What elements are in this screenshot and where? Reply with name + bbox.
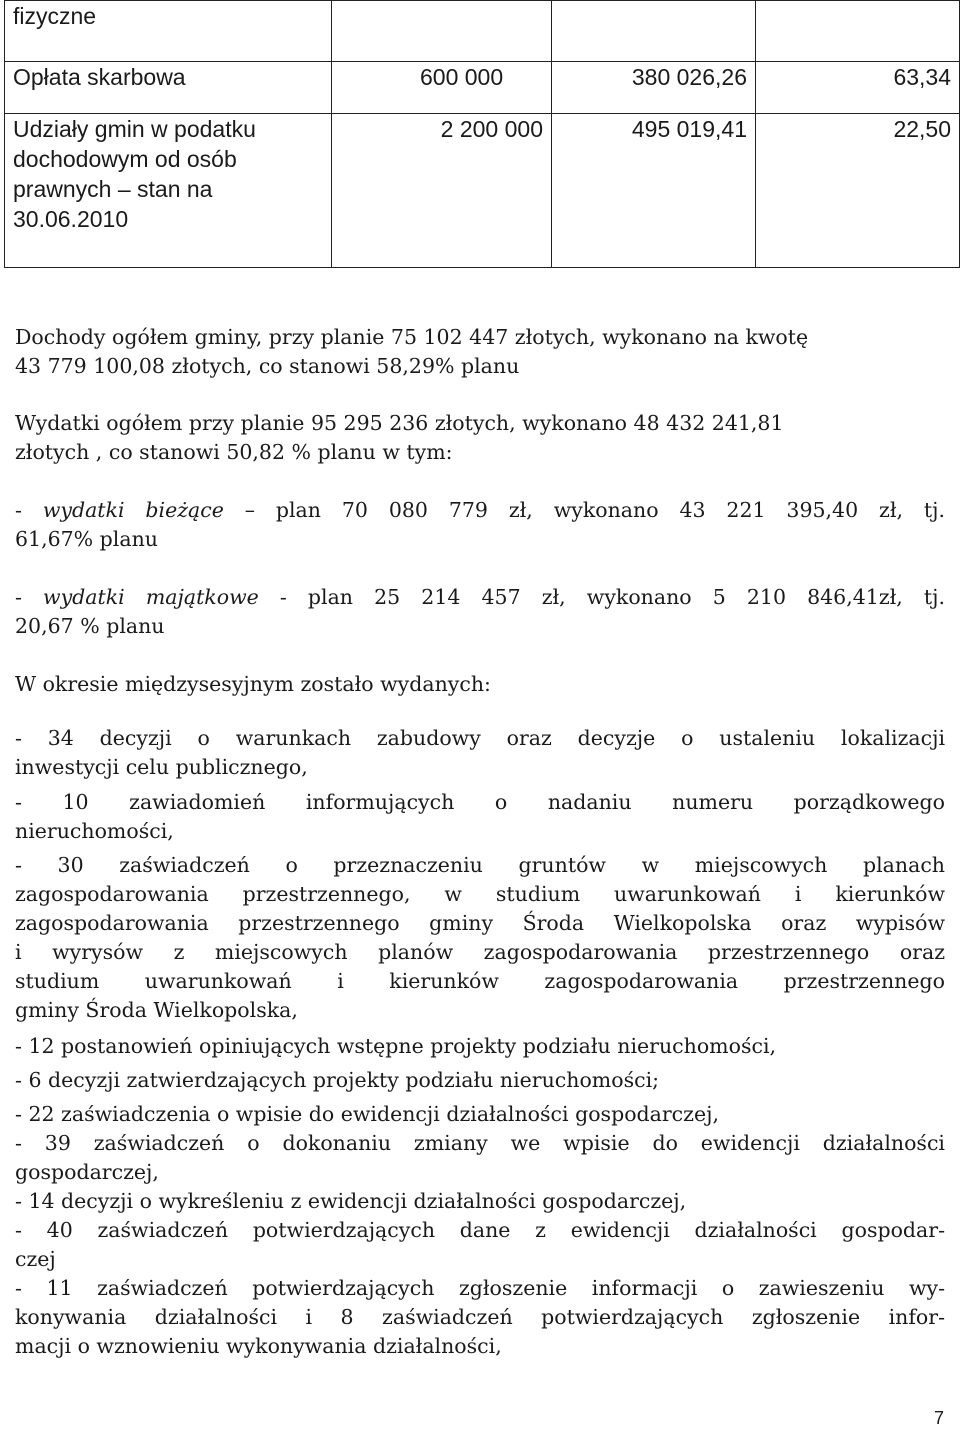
table-cell-label	[5, 114, 332, 268]
list-item	[15, 1187, 945, 1216]
table-cell-executed: 495 019,41	[552, 114, 756, 268]
list-item	[15, 788, 945, 846]
page-number: 7	[933, 1408, 944, 1428]
text-line: nieruchomości,	[15, 819, 174, 843]
table-cell-label: Opłata skarbowa	[5, 61, 332, 114]
table-row	[5, 1, 960, 62]
label-line: dochodowym od osób	[13, 146, 237, 173]
list-item	[15, 1129, 945, 1187]
text-line: 61,67% planu	[15, 527, 158, 551]
text-span: – plan 70 080 779 zł, wykonano 43 221 395,40 zł, tj.	[244, 498, 945, 522]
label-line: prawnych – stan na	[13, 176, 213, 203]
list-item	[15, 1066, 945, 1095]
table-cell-percent	[756, 1, 960, 62]
table-cell-executed	[552, 1, 756, 62]
text-line: - 30 zaświadczeń o przeznaczeniu gruntów w miejscowych planach	[15, 853, 945, 877]
text-line: zagospodarowania przestrzennego, w studium uwarunkowań i kierunków	[15, 882, 945, 906]
text-line	[15, 496, 945, 525]
text-line: gospodarczej,	[15, 1160, 159, 1184]
text-line: - 6 decyzji zatwierdzających projekty podziału nieruchomości;	[15, 1068, 660, 1092]
text-line: inwestycji celu publicznego,	[15, 755, 308, 779]
list-item	[15, 724, 945, 782]
list-item	[15, 1032, 945, 1061]
list-dash: -	[15, 585, 22, 609]
text-line: - 11 zaświadczeń potwierdzających zgłoszenie informacji o zawieszeniu wy-	[15, 1276, 945, 1300]
text-line: zagospodarowania przestrzennego gminy Środa Wielkopolska oraz wypisów	[15, 911, 945, 935]
table-cell-executed: 380 026,26	[552, 61, 756, 114]
paragraph-wydatki	[15, 409, 945, 467]
text-line: Wydatki ogółem przy planie 95 295 236 złotych, wykonano 48 432 241,81	[15, 411, 784, 435]
text-line: czej	[15, 1247, 56, 1271]
table-cell-plan	[332, 1, 552, 62]
paragraph-wydatki-biezace	[15, 496, 945, 554]
text-line: macji o wznowieniu wykonywania działalności,	[15, 1334, 502, 1358]
text-line: gminy Środa Wielkopolska,	[15, 998, 298, 1022]
text-line: - 22 zaświadczenia o wpisie do ewidencji działalności gospodarczej,	[15, 1102, 719, 1126]
label-line: 30.06.2010	[13, 206, 129, 233]
list-item	[15, 851, 945, 1025]
text-line: złotych , co stanowi 50,82 % planu w tym:	[15, 440, 453, 464]
list-item	[15, 1216, 945, 1274]
text-line: konywania działalności i 8 zaświadczeń potwierdzających zgłoszenie infor-	[15, 1305, 945, 1329]
table-cell-plan: 600 000	[332, 61, 552, 114]
table-cell-label: fizyczne	[5, 1, 332, 62]
list-item	[15, 1274, 945, 1361]
text-line: - 10 zawiadomień informujących o nadaniu numeru porządkowego	[15, 790, 945, 814]
label-line: Udziały gmin w podatku	[13, 116, 256, 143]
text-line: 43 779 100,08 złotych, co stanowi 58,29% planu	[15, 354, 520, 378]
list-dash: -	[15, 498, 22, 522]
table-row	[5, 61, 960, 114]
text-line: Dochody ogółem gminy, przy planie 75 102 447 złotych, wykonano na kwotę	[15, 325, 809, 349]
table-cell-plan: 2 200 000	[332, 114, 552, 268]
text-span: - plan 25 214 457 zł, wykonano 5 210 846,41zł, tj.	[279, 585, 945, 609]
text-line: W okresie międzysesyjnym zostało wydanych:	[15, 672, 491, 696]
list-item	[15, 1100, 945, 1129]
paragraph-okres	[15, 670, 945, 699]
italic-term: wydatki majątkowe	[43, 585, 259, 609]
text-line: - 40 zaświadczeń potwierdzających dane z ewidencji działalności gospodar-	[15, 1218, 945, 1242]
text-line: i wyrysów z miejscowych planów zagospodarowania przestrzennego oraz	[15, 940, 945, 964]
table-cell-percent: 22,50	[756, 114, 960, 268]
italic-term: wydatki bieżące	[42, 498, 224, 522]
text-line: 20,67 % planu	[15, 614, 165, 638]
table-cell-percent: 63,34	[756, 61, 960, 114]
budget-table	[4, 0, 960, 268]
paragraph-wydatki-majatkowe	[15, 583, 945, 641]
text-line: - 39 zaświadczeń o dokonaniu zmiany we wpisie do ewidencji działalności	[15, 1131, 945, 1155]
paragraph-dochody	[15, 323, 945, 381]
text-line	[15, 583, 945, 612]
text-line: - 34 decyzji o warunkach zabudowy oraz decyzje o ustaleniu lokalizacji	[15, 726, 945, 750]
text-line: - 12 postanowień opiniujących wstępne projekty podziału nieruchomości,	[15, 1034, 777, 1058]
text-line: studium uwarunkowań i kierunków zagospodarowania przestrzennego	[15, 969, 945, 993]
text-line: - 14 decyzji o wykreśleniu z ewidencji działalności gospodarczej,	[15, 1189, 687, 1213]
table-row	[5, 114, 960, 268]
